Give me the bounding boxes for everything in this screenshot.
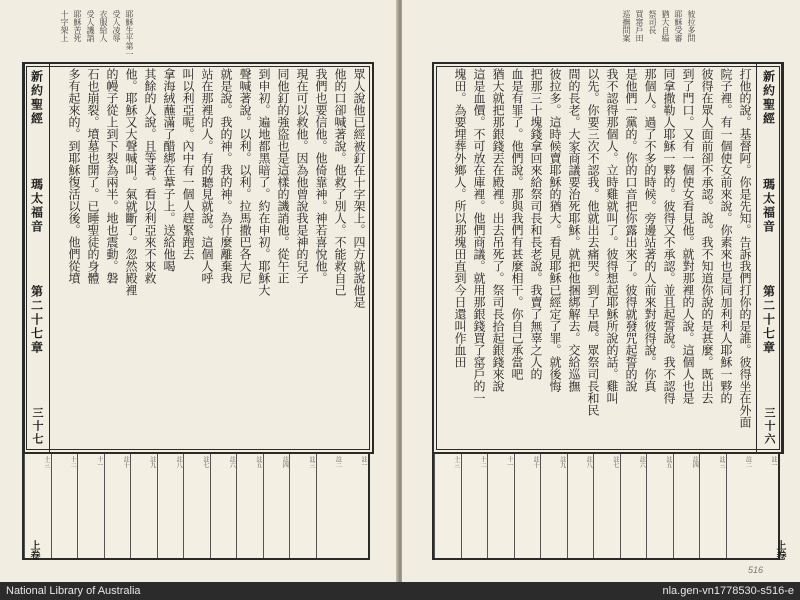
text-column: 這是血價。不可放在庫裡。他們商議。就用那銀錢買了窰戶的一 <box>472 68 486 404</box>
text-column: 叫以利亞呢。內中有一個人趕緊跑去 <box>181 68 195 260</box>
footer-identifier: nla.gen-vn1778530-s516-e <box>662 585 794 597</box>
text-column: 現在可以救他。因為他曾說我是神的兒子 <box>295 68 309 284</box>
annotation-row: 註八 <box>567 454 594 558</box>
text-column: 其餘的人說。且等著。看以利亞來不來救 <box>143 68 157 284</box>
left-page <box>0 0 398 582</box>
pencil-page-mark: 516 <box>748 565 764 575</box>
annotation-row: 註五 <box>236 454 263 558</box>
right-annotation-block <box>432 452 780 560</box>
text-column: 就是說。我的神。我的神。為什麼離棄我 <box>219 68 233 284</box>
footer-library-name: National Library of Australia <box>6 585 141 597</box>
text-column: 拿海絨蘸滿了醋綁在葦子上。送給他喝 <box>162 68 176 272</box>
annotation-row: 註八 <box>157 454 184 558</box>
margin-note: 耶穌苦死 <box>73 10 82 42</box>
margin-note: 猶大自縊 <box>661 10 670 42</box>
left-text-frame <box>22 62 374 454</box>
annotation-row: 十二 <box>461 454 488 558</box>
margin-note: 衣服給人 <box>99 10 108 42</box>
annotation-row: 註七 <box>183 454 210 558</box>
right-header-title: 新約聖經 <box>761 70 776 126</box>
margin-note: 祭司長 <box>648 10 657 34</box>
annotation-row: 註四 <box>263 454 290 558</box>
annotation-row: 十一 <box>77 454 104 558</box>
text-column: 聲喊著說。以利。以利。拉馬撒巴各大尼 <box>238 68 252 284</box>
text-column: 到申初。遍地都黑暗了。約在申初。耶穌大 <box>257 68 271 296</box>
left-body-text <box>52 68 368 448</box>
text-column: 眾人說他已經被釘在十字架上。四方就說他是 <box>352 68 366 308</box>
annotation-row: 註七 <box>593 454 620 558</box>
text-column: 同他釘的強盜也是這樣的譏誚他。從午正 <box>276 68 290 284</box>
left-running-header <box>24 64 50 452</box>
right-page-number: 三十六 <box>763 406 776 446</box>
text-column: 以先。你要三次不認我。他就出去痛哭。到了早晨。眾祭司長和民 <box>586 68 600 416</box>
text-column: 多有起來的。到耶穌復活以後。他們從墳 <box>67 68 81 284</box>
right-text-frame <box>432 62 784 454</box>
right-header-book: 瑪太福音 <box>761 177 776 234</box>
text-column: 彼拉多。這時候賣耶穌的猶大。看見耶穌已經定了罪。就後悔 <box>548 68 562 392</box>
left-annotation-block <box>22 452 370 560</box>
annotation-row: 註一 <box>360 456 367 468</box>
annotation-row: 註三 <box>289 454 316 558</box>
annotation-row: 註六 <box>620 454 647 558</box>
annotation-row: 註四 <box>673 454 700 558</box>
right-body-text <box>438 68 754 448</box>
margin-note: 彼拉多問 <box>687 10 696 42</box>
text-column: 同拿撒勒人耶穌一夥的。彼得又不承認。並且起誓說。我不認得 <box>662 68 676 404</box>
margin-note: 耶穌生平第一 <box>125 10 134 58</box>
text-column: 血是有罪了。他們說。那與我們有甚麼相干。你自己承當吧 <box>510 68 524 380</box>
margin-note: 巡撫問案 <box>622 10 631 42</box>
left-volume-mark: 上卷 <box>28 540 39 560</box>
margin-note: 受人譏誚 <box>86 10 95 42</box>
text-column: 我們也要信他。他倚靠神。神若喜悅他。 <box>314 68 328 284</box>
margin-note: 十字架上 <box>60 10 69 42</box>
annotation-row: 十三 <box>434 454 461 558</box>
text-column: 那個人。過了不多的時候。旁邊站著的人前來對彼得說。你真 <box>643 68 657 392</box>
annotation-row: 十一 <box>487 454 514 558</box>
annotation-row: 註九 <box>540 454 567 558</box>
text-column: 石也崩裂。墳墓也開了。已睡聖徒的身體 <box>86 68 100 284</box>
left-header-title: 新約聖經 <box>29 70 44 126</box>
text-column: 他。耶穌又大聲喊叫。氣就斷了。忽然殿裡 <box>124 68 138 296</box>
right-margin-notes <box>622 10 696 58</box>
left-header-book: 瑪太福音 <box>29 177 44 234</box>
margin-note: 受人凌辱 <box>112 10 121 42</box>
annotation-row: 註十 <box>104 454 131 558</box>
annotation-row: 註九 <box>130 454 157 558</box>
text-column: 的幔子從上到下裂為兩半。地也震動。磐 <box>105 68 119 284</box>
left-page-number: 三十七 <box>31 406 44 446</box>
viewer-footer <box>0 582 800 600</box>
margin-note: 耶穌受審 <box>674 10 683 42</box>
annotation-row: 註五 <box>646 454 673 558</box>
right-volume-mark: 上卷 <box>774 540 785 560</box>
right-page <box>402 0 800 582</box>
text-column: 猶大就把那銀錢丟在殿裡。出去吊死了。祭司長拾起銀錢來說 <box>491 68 505 392</box>
text-column: 彼得在眾人面前卻不承認。說。我不知道你說的是甚麼。既出去 <box>700 68 714 404</box>
left-margin-notes <box>60 10 134 58</box>
annotation-row: 十三 <box>24 454 51 558</box>
text-column: 院子裡。有一個使女前來說。你素來也是同加利利人耶穌一夥的 <box>719 68 733 404</box>
text-column: 間的長老。大家商議要治死耶穌。就把他捆綁解去。交給巡撫 <box>567 68 581 392</box>
margin-note: 買窰戶田 <box>635 10 644 42</box>
annotation-row: 註十 <box>514 454 541 558</box>
annotation-row: 註二 <box>316 454 343 558</box>
annotation-row: 註六 <box>210 454 237 558</box>
right-running-header <box>756 64 782 452</box>
text-column: 他的口卻喊著說。他救了別人。不能救自己 <box>333 68 347 296</box>
text-column: 把那三十塊錢拿回來給祭司長和長老說。我賣了無辜之人的 <box>529 68 543 380</box>
right-header-chapter: 第二十七章 <box>761 285 776 356</box>
text-column: 站在那裡的人。有的聽見就說。這個人呼 <box>200 68 214 284</box>
left-header-chapter: 第二十七章 <box>29 285 44 356</box>
text-column: 是他們一黨的。你的口音把你露出來了。彼得就發咒起誓的說 <box>624 68 638 392</box>
text-column: 到了門口。又有一個使女看見他。就對那裡的人說。這個人也是 <box>681 68 695 404</box>
annotation-row: 註一 <box>770 456 777 468</box>
text-column: 我不認得那個人。立時雞就叫了。彼得想起耶穌所說的話。雞叫 <box>605 68 619 404</box>
text-column: 打他的說。基督阿。你是先知。告訴我們打你的是誰。彼得坐在外面 <box>738 68 752 428</box>
annotation-row: 註三 <box>699 454 726 558</box>
text-column: 塊田。為要埋葬外鄉人。所以那塊田直到今日還叫作血田 <box>453 68 467 368</box>
annotation-row: 十二 <box>51 454 78 558</box>
annotation-row: 註二 <box>726 454 753 558</box>
